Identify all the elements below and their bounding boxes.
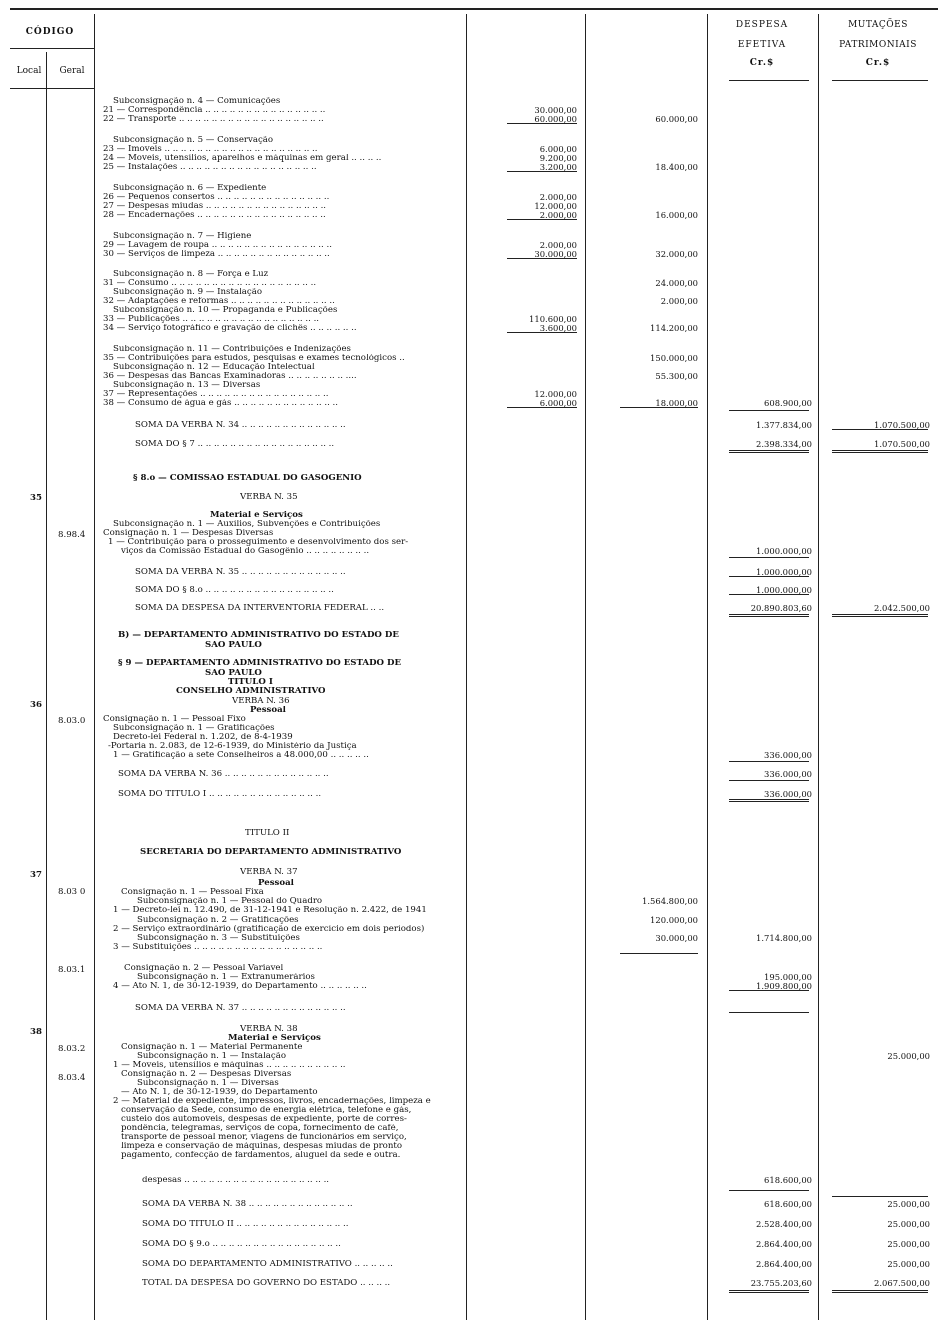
rule <box>832 1196 928 1197</box>
header-mutacoes-2: PATRIMONIAIS <box>839 40 917 50</box>
header-despesa-3: Cr.$ <box>749 58 775 68</box>
amount-mutacoes: 2.067.500,00 <box>874 1278 930 1288</box>
amount-partial: 110.600,00 <box>529 314 577 324</box>
amount-partial: 3.200,00 <box>539 162 577 172</box>
ledger-line: SECRETARIA DO DEPARTAMENTO ADMINISTRATIVO <box>140 848 402 857</box>
header-rule-despesa <box>729 80 809 81</box>
ledger-line: custeio dos automoveis, despesas de expediente, porte de corres- <box>121 1115 407 1124</box>
ledger-line: 27 — Despesas miudas .. .. .. .. .. .. .. .. .. .. .. .. .. .. .. <box>103 202 327 211</box>
amount-mutacoes: 25.000,00 <box>887 1239 930 1249</box>
ledger-line: Decreto-lei Federal n. 1.202, de 8-4-1939 <box>113 733 293 742</box>
ledger-line: Consignação n. 1 — Pessoal Fixo <box>103 715 246 724</box>
ledger-line: 24 — Moveis, utensílios, aparelhos e máquinas em geral .. .. .. .. <box>103 154 382 163</box>
ledger-line: VERBA N. 35 <box>240 493 298 502</box>
ledger-line: 34 — Serviço fotográfico e gravação de clichês .. .. .. .. .. .. <box>103 324 357 333</box>
ledger-line: Consignação n. 1 — Pessoal Fixa <box>121 888 264 897</box>
ledger-line: 1 — Contribuição para o prosseguimento e desenvolvimento dos ser- <box>108 538 409 547</box>
header-rule-bottom <box>10 88 94 89</box>
ledger-line: Material e Serviços <box>210 511 303 520</box>
ledger-line: SOMA DA VERBA N. 36 .. .. .. .. .. .. .. .. .. .. .. .. .. <box>118 770 329 779</box>
amount-subtotal: 2.000,00 <box>660 296 698 306</box>
amount-subtotal: 24.000,00 <box>655 278 698 288</box>
rule <box>729 450 809 453</box>
top-rule <box>10 8 938 10</box>
amount-subtotal: 114.200,00 <box>650 323 698 333</box>
ledger-line: § 9 — DEPARTAMENTO ADMINISTRATIVO DO ESTADO DE <box>118 659 402 668</box>
col-divider-text <box>466 14 467 1320</box>
ledger-line: conservação da Sede, consumo de energia elétrica, telefone e gás, <box>121 1106 412 1115</box>
ledger-line: TÍTULO II <box>245 829 290 838</box>
amount-despesa-efetiva: 1.000.000,00 <box>756 546 812 556</box>
ledger-line: Subconsignação n. 1 — Diversas <box>137 1079 279 1088</box>
amount-despesa-efetiva: 336.000,00 <box>764 769 812 779</box>
ledger-line: Pessoal <box>250 706 286 715</box>
ledger-line: Subconsignação n. 2 — Gratificações <box>137 916 299 925</box>
amount-mutacoes: 25.000,00 <box>887 1199 930 1209</box>
ledger-line: B) — DEPARTAMENTO ADMINISTRATIVO DO ESTADO DE <box>118 631 399 640</box>
ledger-line: SOMA DA VERBA N. 34 .. .. .. .. .. .. .. .. .. .. .. .. .. <box>135 421 346 430</box>
ledger-line: 22 — Transporte .. .. .. .. .. .. .. .. .. .. .. .. .. .. .. .. .. .. <box>103 115 324 124</box>
amount-despesa-efetiva: 2.864.400,00 <box>756 1259 812 1269</box>
ledger-line: Material e Serviços <box>228 1034 321 1043</box>
amount-partial: 12.000,00 <box>534 201 577 211</box>
header-despesa-2: EFETIVA <box>737 40 787 50</box>
ledger-line: 37 — Representações .. .. .. .. .. .. .. .. .. .. .. .. .. .. .. .. <box>103 390 329 399</box>
ledger-line: Subconsignação n. 6 — Expediente <box>113 184 267 193</box>
ledger-line: Pessoal <box>258 879 294 888</box>
ledger-line: 30 — Serviços de limpeza .. .. .. .. .. .. .. .. .. .. .. .. .. .. <box>103 250 330 259</box>
ledger-line: Consignação n. 2 — Pessoal Variavel <box>124 964 284 973</box>
ledger-line: Subconsignação n. 10 — Propaganda e Publicações <box>113 306 338 315</box>
ledger-line: Subconsignação n. 1 — Auxílios, Subvenções e Contribuições <box>113 520 381 529</box>
amount-partial: 6.000,00 <box>539 144 577 154</box>
ledger-line: Subconsignação n. 9 — Instalação <box>113 288 263 297</box>
amount-subtotal: 120.000,00 <box>650 915 698 925</box>
ledger-line: Subconsignação n. 11 — Contribuições e Indenizações <box>113 345 351 354</box>
ledger-line: Subconsignação n. 3 — Substituições <box>137 934 300 943</box>
ledger-line: -Portaria n. 2.083, de 12-6-1939, do Ministério da Justiça <box>108 742 357 751</box>
ledger-line: 32 — Adaptações e reformas .. .. .. .. .. .. .. .. .. .. .. .. .. <box>103 297 335 306</box>
rule <box>832 614 928 617</box>
geral-code: 8.03 0 <box>58 887 86 897</box>
header-codigo: CÓDIGO <box>25 27 75 37</box>
rule <box>729 614 809 617</box>
amount-subtotal: 18.000,00 <box>655 398 698 408</box>
ledger-line: — Ato N. 1, de 30-12-1939, do Departamento <box>121 1088 318 1097</box>
amount-despesa-efetiva: 2.398.334,00 <box>756 439 812 449</box>
amount-despesa-efetiva: 1.377.834,00 <box>756 420 812 430</box>
ledger-line: Subconsignação n. 13 — Diversas <box>113 381 261 390</box>
amount-despesa-efetiva: 336.000,00 <box>764 789 812 799</box>
ledger-line: VERBA N. 38 <box>240 1025 298 1034</box>
col-divider-b <box>707 14 708 1320</box>
ledger-line: 1 — Gratificação a sete Conselheiros a 48.000,00 .. .. .. .. .. <box>113 751 369 760</box>
geral-code: 8.03.0 <box>58 716 86 726</box>
rule <box>729 1290 809 1293</box>
amount-subtotal: 32.000,00 <box>655 249 698 259</box>
ledger-line: viços da Comissão Estadual do Gasogênio .. .. .. .. .. .. .. .. <box>121 547 370 556</box>
amount-mutacoes: 25.000,00 <box>887 1259 930 1269</box>
amount-despesa-efetiva: 608.900,00 <box>764 398 812 408</box>
ledger-line: 1 — Decreto-lei n. 12.490, de 31-12-1941 e Resolução n. 2.422, de 1941 <box>113 906 427 915</box>
ledger-line: Subconsignação n. 5 — Conservação <box>113 136 274 145</box>
ledger-line: Subconsignação n. 1 — Gratificações <box>113 724 275 733</box>
ledger-line: SOMA DA VERBA N. 37 .. .. .. .. .. .. .. .. .. .. .. .. .. <box>135 1004 346 1013</box>
amount-subtotal: 18.400,00 <box>655 162 698 172</box>
amount-partial: 2.000,00 <box>539 192 577 202</box>
rule <box>620 953 698 954</box>
rule <box>729 761 809 762</box>
ledger-line: Subconsignação n. 12 — Educação Intelectual <box>113 363 315 372</box>
header-rule-codigo <box>10 48 94 49</box>
ledger-line: 31 — Consumo .. .. .. .. .. .. .. .. .. .. .. .. .. .. .. .. .. .. <box>103 279 317 288</box>
local-code: 37 <box>30 870 42 880</box>
amount-despesa-efetiva: 1.000.000,00 <box>756 585 812 595</box>
ledger-line: limpeza e conservação de máquinas, despesas miudas de pronto <box>121 1142 403 1151</box>
rule <box>729 410 809 411</box>
amount-partial: 30.000,00 <box>534 249 577 259</box>
amount-partial: 9.200,00 <box>539 153 577 163</box>
amount-subtotal: 16.000,00 <box>655 210 698 220</box>
ledger-line: Subconsignação n. 1 — Instalação <box>137 1052 287 1061</box>
ledger-line: TOTAL DA DESPESA DO GOVERNO DO ESTADO .. .. .. .. <box>142 1279 391 1288</box>
amount-partial: 12.000,00 <box>534 389 577 399</box>
ledger-line: SÃO PAULO <box>205 641 262 650</box>
ledger-line: TÍTULO I <box>228 678 273 687</box>
header-local: Local <box>16 66 42 76</box>
ledger-line: VERBA N. 36 <box>232 697 290 706</box>
amount-despesa-efetiva: 20.890.803,60 <box>750 603 812 613</box>
local-code: 36 <box>30 700 42 710</box>
ledger-line: SOMA DO TÍTULO I .. .. .. .. .. .. .. .. .. .. .. .. .. .. <box>118 790 322 799</box>
amount-despesa-efetiva: 1.909.800,00 <box>756 981 812 991</box>
rule <box>832 450 928 453</box>
amount-despesa-efetiva: 1.714.800,00 <box>756 933 812 943</box>
ledger-line: SOMA DO § 7 .. .. .. .. .. .. .. .. .. .. .. .. .. .. .. .. .. <box>135 440 335 449</box>
amount-despesa-efetiva: 23.755.203,60 <box>750 1278 812 1288</box>
ledger-line: 33 — Publicações .. .. .. .. .. .. .. .. .. .. .. .. .. .. .. .. .. <box>103 315 320 324</box>
ledger-line: Consignação n. 2 — Despesas Diversas <box>121 1070 292 1079</box>
amount-mutacoes: 25.000,00 <box>887 1219 930 1229</box>
header-geral: Geral <box>59 66 85 76</box>
rule <box>832 1290 928 1293</box>
ledger-line: 2 — Material de expediente, impressos, livros, encadernações, limpeza e <box>113 1097 431 1106</box>
ledger-line: 1 — Moveis, utensílios e máquinas .. .. .. .. .. .. .. .. .. .. <box>113 1061 346 1070</box>
ledger-line: Subconsignação n. 7 — Higiene <box>113 232 252 241</box>
amount-despesa-efetiva: 336.000,00 <box>764 750 812 760</box>
ledger-line: 4 — Ato N. 1, de 30-12-1939, do Departamento .. .. .. .. .. .. <box>113 982 367 991</box>
amount-despesa-efetiva: 618.600,00 <box>764 1199 812 1209</box>
amount-mutacoes: 25.000,00 <box>887 1051 930 1061</box>
ledger-line: SOMA DA VERBA N. 38 .. .. .. .. .. .. .. .. .. .. .. .. .. <box>142 1200 353 1209</box>
amount-mutacoes: 1.070.500,00 <box>874 439 930 449</box>
amount-subtotal: 150.000,00 <box>650 353 698 363</box>
amount-mutacoes: 2.042.500,00 <box>874 603 930 613</box>
ledger-line: SOMA DA DESPESA DA INTERVENTORIA FEDERAL .. .. <box>135 604 385 613</box>
rule <box>729 557 809 558</box>
col-divider-c <box>818 14 819 1320</box>
ledger-line: § 8.o — COMISSÃO ESTADUAL DO GASOGÊNIO <box>133 474 362 483</box>
header-mutacoes-3: Cr.$ <box>865 58 891 68</box>
col-divider-local <box>46 52 47 1320</box>
ledger-line: SOMA DO § 8.o .. .. .. .. .. .. .. .. .. .. .. .. .. .. .. .. <box>135 586 334 595</box>
amount-despesa-efetiva: 2.864.400,00 <box>756 1239 812 1249</box>
amount-subtotal: 1.564.800,00 <box>642 896 698 906</box>
amount-subtotal: 30.000,00 <box>655 933 698 943</box>
geral-code: 8.03.1 <box>58 965 86 975</box>
ledger-line: SOMA DO DEPARTAMENTO ADMINISTRATIVO .. .. .. .. .. <box>142 1260 393 1269</box>
local-code: 38 <box>30 1027 42 1037</box>
amount-partial: 60.000,00 <box>534 114 577 124</box>
rule <box>729 799 809 802</box>
geral-code: 8.98.4 <box>58 530 86 540</box>
ledger-line: 36 — Despesas das Bancas Examinadoras .. .. .. .. .. .. .. .... <box>103 372 357 381</box>
ledger-line: SOMA DA VERBA N. 35 .. .. .. .. .. .. .. .. .. .. .. .. .. <box>135 568 346 577</box>
ledger-line: Subconsignação n. 1 — Pessoal do Quadro <box>137 897 323 906</box>
header-rule-mutacoes <box>832 80 928 81</box>
ledger-line: Subconsignação n. 8 — Força e Luz <box>113 270 269 279</box>
ledger-line: 23 — Imoveis .. .. .. .. .. .. .. .. .. .. .. .. .. .. .. .. .. .. .. <box>103 145 318 154</box>
ledger-line: pondência, telegramas, serviços de copa, fornecimento de café, <box>121 1124 399 1133</box>
ledger-line: 29 — Lavagem de roupa .. .. .. .. .. .. .. .. .. .. .. .. .. .. .. <box>103 241 332 250</box>
rule <box>729 1190 809 1191</box>
geral-code: 8.03.2 <box>58 1044 86 1054</box>
rule <box>729 1012 809 1013</box>
ledger-line: VERBA N. 37 <box>240 868 298 877</box>
ledger-line: Consignação n. 1 — Despesas Diversas <box>103 529 274 538</box>
ledger-line: despesas .. .. .. .. .. .. .. .. .. .. .. .. .. .. .. .. .. .. <box>142 1176 330 1185</box>
ledger-line: SOMA DO § 9.o .. .. .. .. .. .. .. .. .. .. .. .. .. .. .. .. <box>142 1240 341 1249</box>
amount-subtotal: 55.300,00 <box>655 371 698 381</box>
geral-code: 8.03.4 <box>58 1073 86 1083</box>
ledger-line: SÃO PAULO <box>205 669 262 678</box>
amount-subtotal: 60.000,00 <box>655 114 698 124</box>
amount-partial: 30.000,00 <box>534 105 577 115</box>
ledger-line: 3 — Substituições .. .. .. .. .. .. .. .. .. .. .. .. .. .. .. .. <box>113 943 323 952</box>
ledger-line: 28 — Encadernações .. .. .. .. .. .. .. .. .. .. .. .. .. .. .. .. <box>103 211 326 220</box>
header-despesa-1: DESPESA <box>735 20 789 30</box>
amount-despesa-efetiva: 195.000,00 <box>764 972 812 982</box>
ledger-line: Consignação n. 1 — Material Permanente <box>121 1043 303 1052</box>
ledger-line: 38 — Consumo de água e gás .. .. .. .. .. .. .. .. .. .. .. .. .. <box>103 399 338 408</box>
ledger-line: 26 — Pequenos consertos .. .. .. .. .. .. .. .. .. .. .. .. .. .. <box>103 193 330 202</box>
rule <box>729 780 809 781</box>
amount-partial: 2.000,00 <box>539 240 577 250</box>
ledger-line: 21 — Correspondência .. .. .. .. .. .. .. .. .. .. .. .. .. .. .. <box>103 106 326 115</box>
ledger-line: 25 — Instalações .. .. .. .. .. .. .. .. .. .. .. .. .. .. .. .. .. <box>103 163 317 172</box>
ledger-line: Subconsignação n. 4 — Comunicações <box>113 97 281 106</box>
ledger-line: SOMA DO TÍTULO II .. .. .. .. .. .. .. .. .. .. .. .. .. .. <box>142 1220 349 1229</box>
amount-partial: 2.000,00 <box>539 210 577 220</box>
amount-despesa-efetiva: 618.600,00 <box>764 1175 812 1185</box>
local-code: 35 <box>30 493 42 503</box>
ledger-line: transporte de pessoal menor, viagens de funcionários em serviço, <box>121 1133 407 1142</box>
ledger-line: 2 — Serviço extraordinário (gratificação de exercício em dois períodos) <box>113 925 425 934</box>
amount-despesa-efetiva: 2.528.400,00 <box>756 1219 812 1229</box>
ledger-line: Subconsignação n. 1 — Extranumerários <box>137 973 315 982</box>
ledger-line: CONSELHO ADMINISTRATIVO <box>176 687 326 696</box>
col-divider-geral <box>94 14 95 1320</box>
col-divider-a <box>585 14 586 1320</box>
amount-partial: 3.600,00 <box>539 323 577 333</box>
amount-despesa-efetiva: 1.000.000,00 <box>756 567 812 577</box>
amount-mutacoes: 1.070.500,00 <box>874 420 930 430</box>
ledger-line: 35 — Contribuições para estudos, pesquisas e exames tecnológicos .. <box>103 354 405 363</box>
ledger-line: pagamento, confecção de fardamentos, aluguel da sede e outra. <box>121 1151 401 1160</box>
header-mutacoes-1: MUTAÇÕES <box>848 20 908 30</box>
amount-partial: 6.000,00 <box>539 398 577 408</box>
